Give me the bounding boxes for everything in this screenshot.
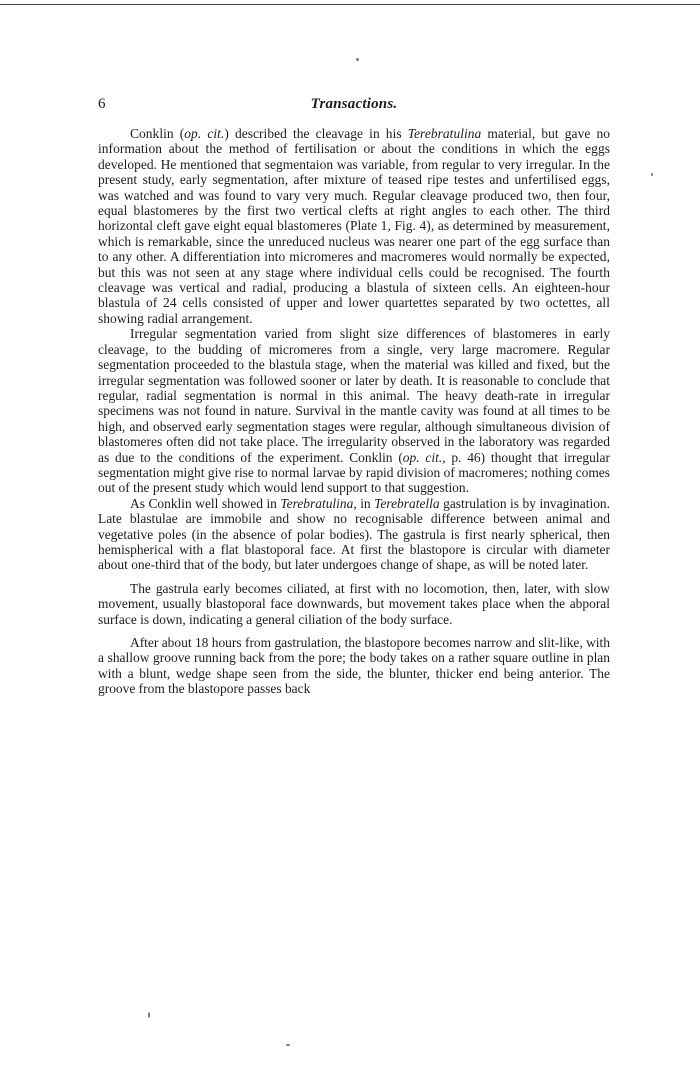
journal-title: Transactions. xyxy=(310,96,398,112)
paragraph: After about 18 hours from gastrulation, the blastopore becomes narrow and slit-like, with a shallow groove running back from the pore; the body takes on a rather square outline in plan with a blunt, wedge shape seen from the side, the blunter, thicker end being anterior. The groove from the blastopore passes back xyxy=(98,635,610,697)
italic-term: Terebratella xyxy=(374,495,440,511)
italic-term: Terebratulina xyxy=(280,495,354,511)
paragraph: Irregular segmentation varied from slight size differences of blastomeres in early cleavage, to the budding of micromeres from a single, very large macromere. Regular segmentation proceeded to the blastula stage, when the material was killed and fixed, but the irregular segmentation was followed sooner or later by death. It is reasonable to conclude that regular, radial segmentation is normal in this animal. The heavy death-rate in irregular specimens was not found in nature. Survival in the mantle cavity was found at all times to be high, and observed early segmentation stages were regular, although simultaneous division of blastomeres often did not take place. The irregularity observed in the laboratory was regarded as due to the conditions of the experiment. Conklin (op. cit., p. 46) thought that irregular segmentation might give rise to normal larvae by rapid division of macromeres; nothing comes out of the present study which would lend support to that suggestion. xyxy=(98,326,610,496)
scan-speck xyxy=(286,1044,290,1046)
paragraph: The gastrula early becomes ciliated, at first with no locomotion, then, later, with slow movement, usually blastoporal face downwards, but movement takes place when the abporal surface is down, indicating a general ciliation of the body surface. xyxy=(98,580,610,627)
article-body xyxy=(98,126,610,697)
top-rule xyxy=(0,4,700,5)
paragraph: As Conklin well showed in Terebratulina, in Terebratella gastrulation is by invagination. Late blastulae are immobile and show no recognisable difference between animal and vegetative poles (in the absence of polar bodies). The gastrula is first nearly spherical, then hemispherical with a flat blastoporal face. At first the blastopore is circular with diameter about one-third that of the body, but later undergoes change of shape, as will be noted later. xyxy=(98,495,611,573)
scan-speck xyxy=(148,1012,150,1018)
italic-term: Terebratulina xyxy=(407,126,482,141)
scan-speck xyxy=(651,173,653,176)
page-number: 6 xyxy=(98,96,106,112)
running-head xyxy=(98,96,610,116)
scan-speck xyxy=(356,58,359,61)
italic-term: op. cit. xyxy=(184,126,225,141)
italic-term: op. cit. xyxy=(402,449,443,465)
paragraph: Conklin (op. cit.) described the cleavage in his Terebratulina material, but gave no information about the method of fertilisation or about the conditions in which the eggs developed. He mentioned that segmentaion was variable, from regular to very irregular. In the present study, early segmentation, after mixture of teased ripe testes and unfertilised eggs, was watched and was found to vary very much. Regular cleavage produced two, then four, equal blastomeres by the first two vertical clefts at right angles to each other. The third horizontal cleft gave eight equal blastomeres (Plate 1, Fig. 4), as determined by measurement, which is remarkable, since the unreduced nucleus was nearer one part of the egg surface than to any other. A differentiation into micromeres and macromeres would normally be expected, but this was not seen at any stage where individual cells could be recognised. The fourth cleavage was vertical and radial, producing a blastula of sixteen cells. An eighteen-hour blastula of 24 cells consisted of upper and lower quartettes separated by two octettes, all showing radial arrangement. xyxy=(98,126,610,326)
page-content xyxy=(98,96,610,697)
